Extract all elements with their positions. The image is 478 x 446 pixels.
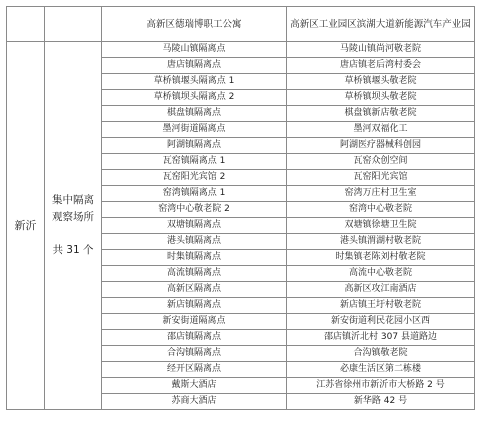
site-address-cell: 邵店镇沂北村 307 县道路边: [287, 330, 475, 346]
category-label: 集中隔离观察场所: [52, 194, 94, 223]
site-name-cell: 马陵山镇隔离点: [102, 42, 287, 58]
site-name-cell: 草桥镇堰头隔离点 1: [102, 74, 287, 90]
site-name-cell: 草桥镇坝头隔离点 2: [102, 90, 287, 106]
site-address-cell: 高流中心敬老院: [287, 266, 475, 282]
site-address-cell: 合沟镇敬老院: [287, 346, 475, 362]
site-name-cell: 瓦窑镇隔离点 1: [102, 154, 287, 170]
site-address-cell: 新店镇王圩村敬老院: [287, 298, 475, 314]
site-name-cell: 棋盘镇隔离点: [102, 106, 287, 122]
site-address-cell: 唐店镇老后湾村委会: [287, 58, 475, 74]
site-address-cell: 瓦窑阳光宾馆: [287, 170, 475, 186]
site-name-cell: 双塘镇隔离点: [102, 218, 287, 234]
site-address-cell: 马陵山镇尚河敬老院: [287, 42, 475, 58]
site-address-cell: 港头镇渭湖村敬老院: [287, 234, 475, 250]
isolation-sites-table: [6, 6, 475, 410]
site-address-cell: 草桥镇坝头敬老院: [287, 90, 475, 106]
site-name-cell: 时集镇隔离点: [102, 250, 287, 266]
site-name-cell: 新店镇隔离点: [102, 298, 287, 314]
site-address-cell: 时集镇老陈刘村敬老院: [287, 250, 475, 266]
site-name-cell: 苏商大酒店: [102, 394, 287, 410]
table-row: [7, 42, 475, 58]
site-address-cell: 窑湾万庄村卫生室: [287, 186, 475, 202]
header-row: [7, 7, 475, 42]
site-address-cell: 窑湾中心敬老院: [287, 202, 475, 218]
header-blank-cell: [7, 7, 45, 42]
site-address-cell: 阿湖医疗器械科创园: [287, 138, 475, 154]
site-name-cell: 经开区隔离点: [102, 362, 287, 378]
site-name-cell: 墨河街道隔离点: [102, 122, 287, 138]
site-address-cell: 墨河双福化工: [287, 122, 475, 138]
site-address-cell: 新华路 42 号: [287, 394, 475, 410]
header-blank-cell: [45, 7, 102, 42]
site-name-cell: 阿湖镇隔离点: [102, 138, 287, 154]
site-name-cell: 唐店镇隔离点: [102, 58, 287, 74]
site-name-cell: 新安街道隔离点: [102, 314, 287, 330]
site-name-cell: 窑湾镇隔离点 1: [102, 186, 287, 202]
site-name-cell: 戴斯大酒店: [102, 378, 287, 394]
category-count: 共 31 个: [52, 244, 94, 256]
site-address-cell: 新安街道利民花园小区西: [287, 314, 475, 330]
site-address-cell: 瓦窑众创空间: [287, 154, 475, 170]
site-name-cell: 瓦窑阳光宾馆 2: [102, 170, 287, 186]
site-address-cell: 江苏省徐州市新沂市大桥路 2 号: [287, 378, 475, 394]
site-address-cell: 高新区攻江南酒店: [287, 282, 475, 298]
site-name-cell: 邵店镇隔离点: [102, 330, 287, 346]
site-address-cell: 棋盘镇新店敬老院: [287, 106, 475, 122]
site-name-cell: 港头镇隔离点: [102, 234, 287, 250]
category-cell: [45, 42, 102, 410]
site-name-cell: 窑湾中心敬老院 2: [102, 202, 287, 218]
site-address-cell: 草桥镇堰头敬老院: [287, 74, 475, 90]
header-site-name: 高新区德瑞博职工公寓: [102, 7, 287, 42]
site-name-cell: 高新区隔离点: [102, 282, 287, 298]
region-cell: 新沂: [7, 42, 45, 410]
site-name-cell: 合沟镇隔离点: [102, 346, 287, 362]
site-name-cell: 高流镇隔离点: [102, 266, 287, 282]
header-site-address: 高新区工业园区滨湖大道新能源汽车产业园: [287, 7, 475, 42]
site-address-cell: 必康生活区第二栋楼: [287, 362, 475, 378]
site-address-cell: 双塘镇徐塘卫生院: [287, 218, 475, 234]
